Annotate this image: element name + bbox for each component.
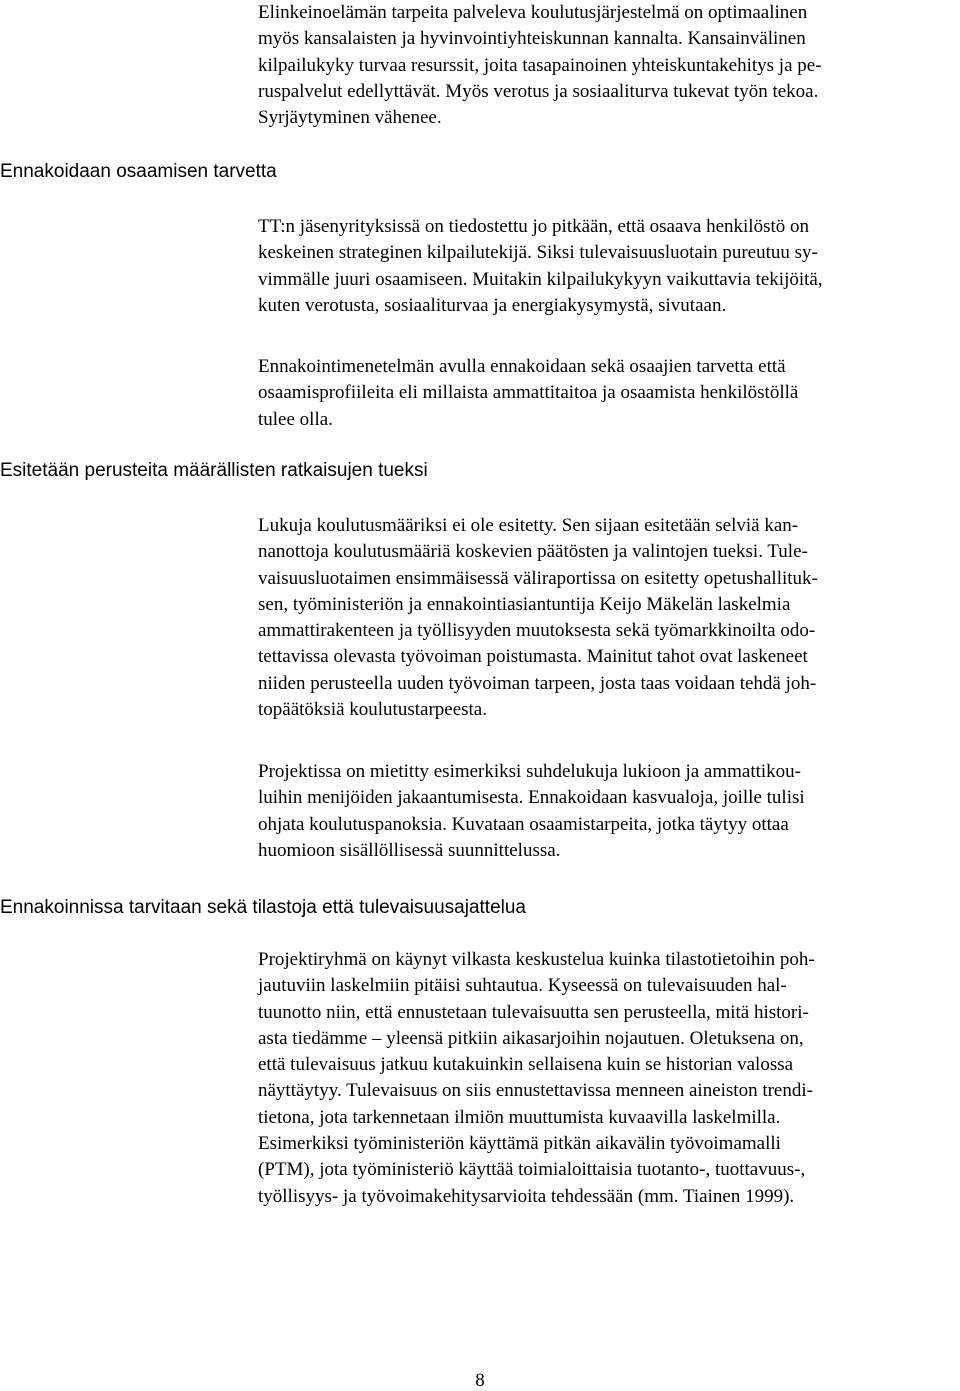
section-heading: Ennakoidaan osaamisen tarvetta xyxy=(0,161,277,182)
text-line: Esimerkiksi työministeriön käyttämä pitkän aikavälin työvoimamalli xyxy=(258,1133,781,1155)
text-line: että tulevaisuus jatkuu kutakuinkin sellaisena kuin se historian valossa xyxy=(258,1054,794,1076)
text-line: sen, työministeriön ja ennakointiasiantuntija Keijo Mäkelän laskelmia xyxy=(258,593,791,615)
text-line: vaisuusluotaimen ensimmäisessä väliraportissa on esitetty opetushallituk- xyxy=(258,567,818,589)
paragraph-forecasting-method xyxy=(258,354,948,433)
section-heading: Esitetään perusteita määrällisten ratkaisujen tueksi xyxy=(0,460,428,481)
text-line: kuten verotusta, sosiaaliturvaa ja energiakysymystä, sivutaan. xyxy=(258,294,727,316)
page-number: 8 xyxy=(475,1370,485,1391)
text-line: ohjata koulutuspanoksia. Kuvataan osaamistarpeita, jotka täytyy ottaa xyxy=(258,813,789,835)
text-line: myös kansalaisten ja hyvinvointiyhteiskunnan kannalta. Kansainvälinen xyxy=(258,28,806,50)
paragraph-project-ratios xyxy=(258,759,948,864)
paragraph-tt-member-companies xyxy=(258,214,948,319)
text-line: Ennakointimenetelmän avulla ennakoidaan sekä osaajien tarvetta että xyxy=(258,356,786,377)
text-line: Projektissa on mietitty esimerkiksi suhdelukuja lukioon ja ammattikou- xyxy=(258,761,802,782)
text-line: ruspalvelut edellyttävät. Myös verotus ja sosiaaliturva tukevat työn tekoa. xyxy=(258,80,819,102)
text-line: jautuviin laskelmiin pitäisi suhtautua. Kyseessä on tulevaisuuden hal- xyxy=(258,975,787,997)
text-line: luihin menijöiden jakaantumisesta. Ennakoidaan kasvualoja, joille tulisi xyxy=(258,787,805,809)
text-line: TT:n jäsenyrityksissä on tiedostettu jo pitkään, että osaava henkilöstö on xyxy=(258,216,809,237)
text-line: Lukuja koulutusmääriksi ei ole esitetty. Sen sijaan esitetään selviä kan- xyxy=(258,515,799,536)
text-line: Elinkeinoelämän tarpeita palveleva koulutusjärjestelmä on optimaalinen xyxy=(258,2,808,23)
text-line: topäätöksiä koulutustarpeesta. xyxy=(258,699,487,721)
text-line: tulee olla. xyxy=(258,408,333,430)
text-line: nanottoja koulutusmääriä koskevien päätösten ja valintojen tueksi. Tule- xyxy=(258,541,808,563)
text-line: Projektiryhmä on käynyt vilkasta keskustelua kuinka tilastotietoihin poh- xyxy=(258,949,815,970)
text-line: tettavissa olevasta työvoiman poistumasta. Mainitut tahot ovat laskeneet xyxy=(258,646,808,668)
text-line: vimmälle juuri osaamiseen. Muitakin kilpailukykyyn vaikuttavia tekijöitä, xyxy=(258,268,823,290)
text-line: kilpailukyky turvaa resurssit, joita tasapainoinen yhteiskuntakehitys ja pe- xyxy=(258,54,822,76)
paragraph-education-figures xyxy=(258,513,948,723)
text-line: niiden perusteella uuden työvoiman tarpeen, josta taas voidaan tehdä joh- xyxy=(258,672,817,694)
text-line: huomioon sisällöllisessä suunnittelussa. xyxy=(258,839,561,861)
text-line: osaamisprofiileita eli millaista ammattitaitoa ja osaamista henkilöstöllä xyxy=(258,382,799,404)
text-line: asta tiedämme – yleensä pitkiin aikasarjoihin nojautuen. Oletuksena on, xyxy=(258,1027,804,1049)
paragraph-education-system xyxy=(258,0,948,131)
text-line: näyttäytyy. Tulevaisuus on siis ennustettavissa menneen aineiston trendi- xyxy=(258,1080,813,1102)
section-heading: Ennakoinnissa tarvitaan sekä tilastoja että tulevaisuusajattelua xyxy=(0,897,526,918)
text-line: työllisyys- ja työvoimakehitysarvioita tehdessään (mm. Tiainen 1999). xyxy=(258,1185,795,1207)
text-line: ammattirakenteen ja työllisyyden muutoksesta sekä työmarkkinoilta odo- xyxy=(258,620,816,642)
text-line: tietona, jota tarkennetaan ilmiön muuttumista kuvaavilla laskelmilla. xyxy=(258,1106,781,1128)
text-line: (PTM), jota työministeriö käyttää toimialoittaisia tuotanto-, tuottavuus-, xyxy=(258,1159,806,1181)
text-line: Syrjäytyminen vähenee. xyxy=(258,107,442,129)
text-line: tuunotto niin, että ennustetaan tulevaisuutta sen perusteella, mitä histori- xyxy=(258,1001,809,1023)
text-line: keskeinen strateginen kilpailutekijä. Siksi tulevaisuusluotain pureutuu sy- xyxy=(258,242,818,264)
paragraph-project-group-discussion xyxy=(258,947,948,1210)
